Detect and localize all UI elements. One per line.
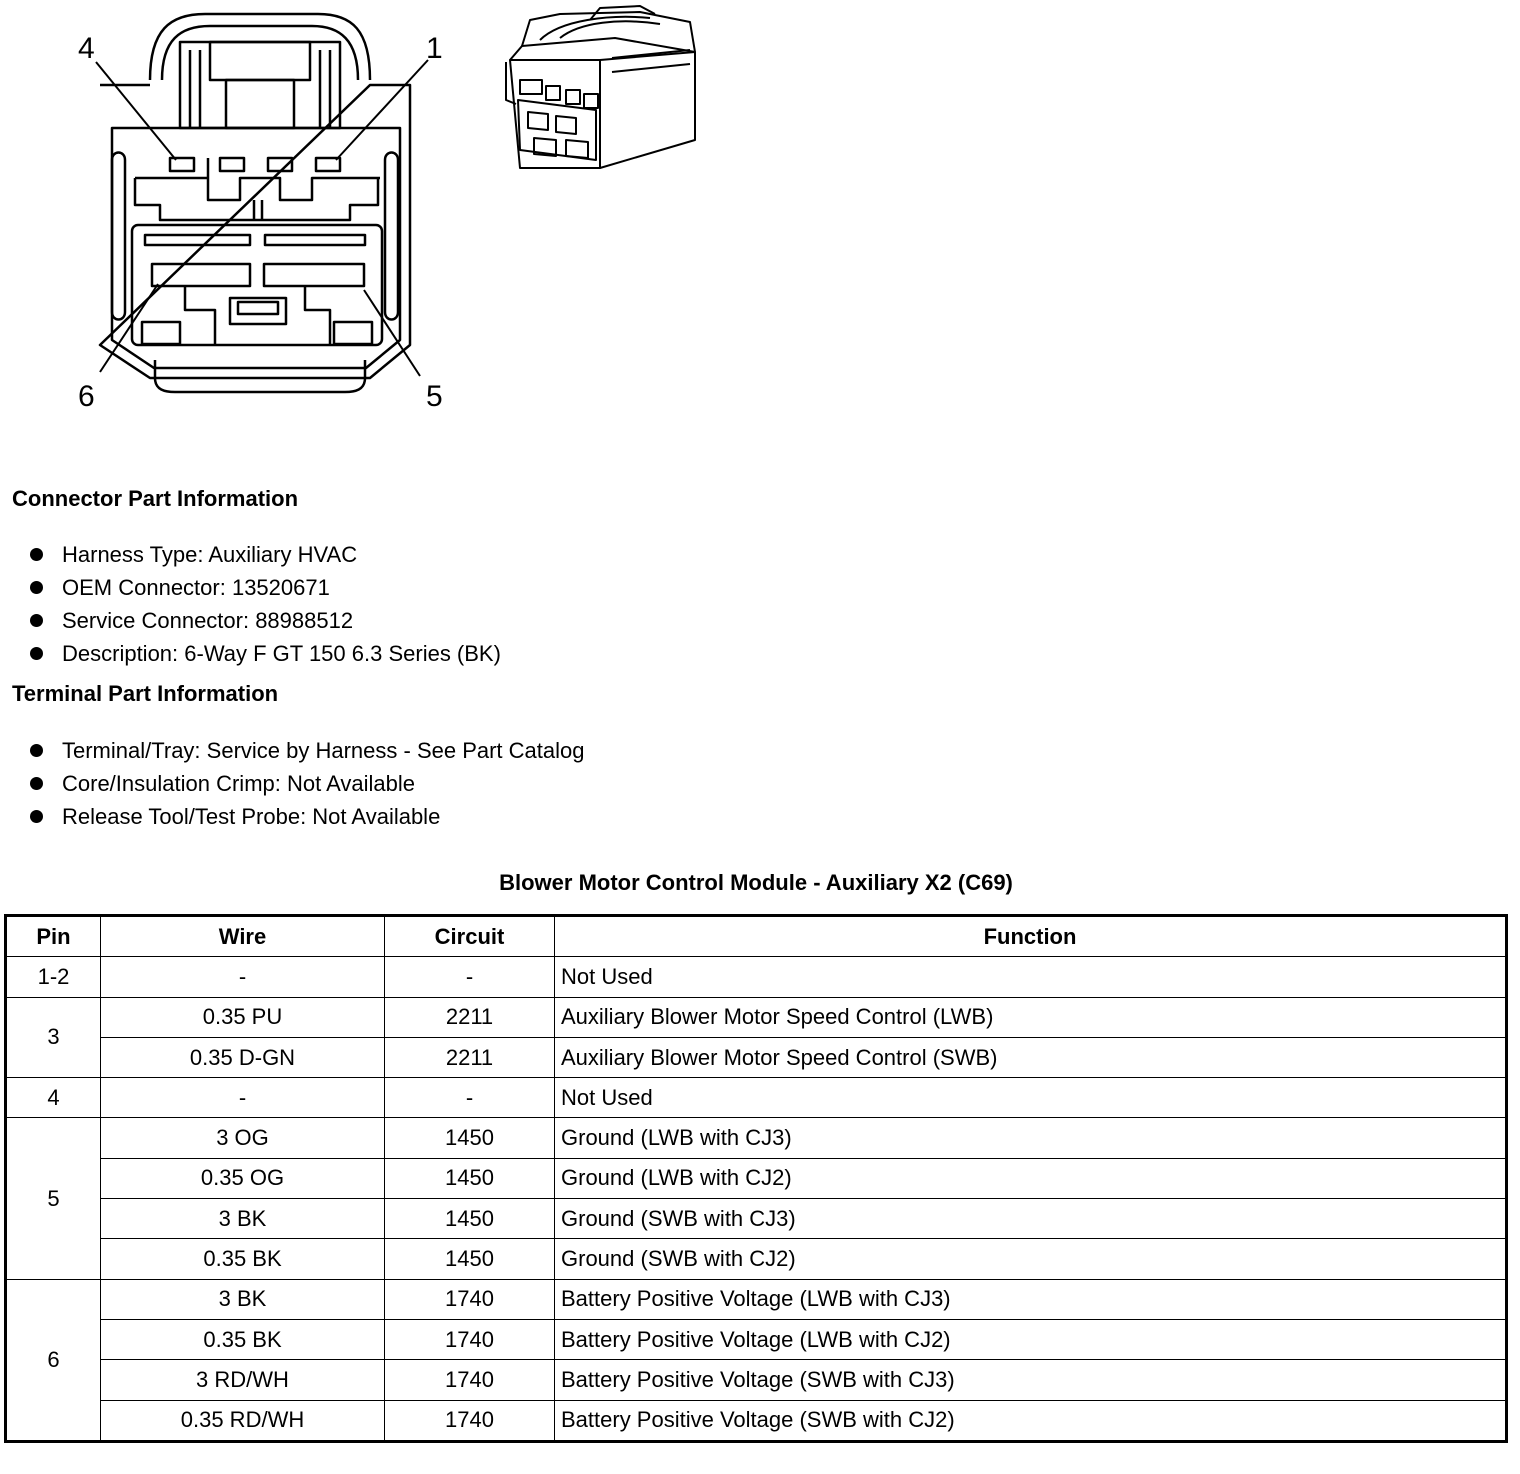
circuit-cell: 1740: [385, 1279, 555, 1319]
function-cell: Battery Positive Voltage (SWB with CJ2): [555, 1400, 1507, 1441]
wire-cell: 3 BK: [101, 1279, 385, 1319]
function-cell: Not Used: [555, 957, 1507, 997]
table-row: [6, 1239, 1507, 1279]
header-wire: Wire: [101, 916, 385, 957]
bullet-icon: [30, 810, 43, 823]
wire-cell: 0.35 BK: [101, 1239, 385, 1279]
header-circuit: Circuit: [385, 916, 555, 957]
circuit-cell: 1450: [385, 1199, 555, 1239]
header-function: Function: [555, 916, 1507, 957]
table-row: [6, 1078, 1507, 1118]
circuit-cell: 1450: [385, 1118, 555, 1158]
wire-cell: 3 BK: [101, 1199, 385, 1239]
circuit-cell: 1740: [385, 1400, 555, 1441]
pin-cell: 1-2: [6, 957, 101, 997]
pin-cell: 5: [6, 1118, 101, 1279]
circuit-cell: -: [385, 957, 555, 997]
table-row: [6, 1400, 1507, 1441]
wire-cell: 0.35 OG: [101, 1158, 385, 1198]
table-header-row: [6, 916, 1507, 957]
function-cell: Ground (SWB with CJ2): [555, 1239, 1507, 1279]
table-row: [6, 1279, 1507, 1319]
connector-diagram: [0, 0, 720, 420]
wire-cell: 0.35 D-GN: [101, 1037, 385, 1077]
table-row: [6, 1118, 1507, 1158]
circuit-cell: 2211: [385, 997, 555, 1037]
wire-cell: 0.35 BK: [101, 1319, 385, 1359]
pin-cell: 3: [6, 997, 101, 1078]
function-cell: Battery Positive Voltage (SWB with CJ3): [555, 1360, 1507, 1400]
circuit-cell: 1740: [385, 1360, 555, 1400]
table-title: Blower Motor Control Module - Auxiliary X2 (C69): [499, 870, 1013, 895]
function-cell: Auxiliary Blower Motor Speed Control (SWB): [555, 1037, 1507, 1077]
list-item: Terminal/Tray: Service by Harness - See Part Catalog: [30, 734, 585, 767]
list-item: Core/Insulation Crimp: Not Available: [30, 767, 585, 800]
connector-info-list: [30, 538, 501, 670]
list-item: Service Connector: 88988512: [30, 604, 501, 637]
table-row: [6, 957, 1507, 997]
table-row: [6, 1158, 1507, 1198]
table-row: [6, 1319, 1507, 1359]
pin-label-6: 6: [78, 380, 95, 413]
connector-info-title: Connector Part Information: [12, 486, 299, 511]
function-cell: Battery Positive Voltage (LWB with CJ2): [555, 1319, 1507, 1359]
bullet-icon: [30, 744, 43, 757]
table-row: [6, 1360, 1507, 1400]
circuit-cell: 1450: [385, 1158, 555, 1198]
bullet-icon: [30, 581, 43, 594]
pinout-table: [4, 914, 1508, 1443]
list-item: Release Tool/Test Probe: Not Available: [30, 800, 585, 833]
header-pin: Pin: [6, 916, 101, 957]
connector-3d-view: [506, 6, 695, 168]
wire-cell: -: [101, 1078, 385, 1118]
list-item: Harness Type: Auxiliary HVAC: [30, 538, 501, 571]
function-cell: Ground (SWB with CJ3): [555, 1199, 1507, 1239]
function-cell: Ground (LWB with CJ2): [555, 1158, 1507, 1198]
bullet-icon: [30, 647, 43, 660]
wire-cell: -: [101, 957, 385, 997]
circuit-cell: 1450: [385, 1239, 555, 1279]
bullet-icon: [30, 548, 43, 561]
circuit-cell: 1740: [385, 1319, 555, 1359]
function-cell: Auxiliary Blower Motor Speed Control (LWB): [555, 997, 1507, 1037]
connector-face-view: [100, 14, 410, 392]
wire-cell: 3 OG: [101, 1118, 385, 1158]
terminal-info-list: [30, 734, 585, 833]
function-cell: Not Used: [555, 1078, 1507, 1118]
bullet-icon: [30, 777, 43, 790]
table-row: [6, 997, 1507, 1037]
table-row: [6, 1037, 1507, 1077]
wire-cell: 0.35 PU: [101, 997, 385, 1037]
list-item: Description: 6-Way F GT 150 6.3 Series (BK): [30, 637, 501, 670]
bullet-icon: [30, 614, 43, 627]
wire-cell: 0.35 RD/WH: [101, 1400, 385, 1441]
wire-cell: 3 RD/WH: [101, 1360, 385, 1400]
table-row: [6, 1199, 1507, 1239]
function-cell: Ground (LWB with CJ3): [555, 1118, 1507, 1158]
pin-label-1: 1: [426, 32, 443, 65]
function-cell: Battery Positive Voltage (LWB with CJ3): [555, 1279, 1507, 1319]
pin-label-5: 5: [426, 380, 443, 413]
pin-cell: 4: [6, 1078, 101, 1118]
circuit-cell: 2211: [385, 1037, 555, 1077]
list-item: OEM Connector: 13520671: [30, 571, 501, 604]
circuit-cell: -: [385, 1078, 555, 1118]
terminal-info-title: Terminal Part Information: [12, 681, 279, 706]
pin-label-4: 4: [78, 32, 95, 65]
pin-cell: 6: [6, 1279, 101, 1441]
